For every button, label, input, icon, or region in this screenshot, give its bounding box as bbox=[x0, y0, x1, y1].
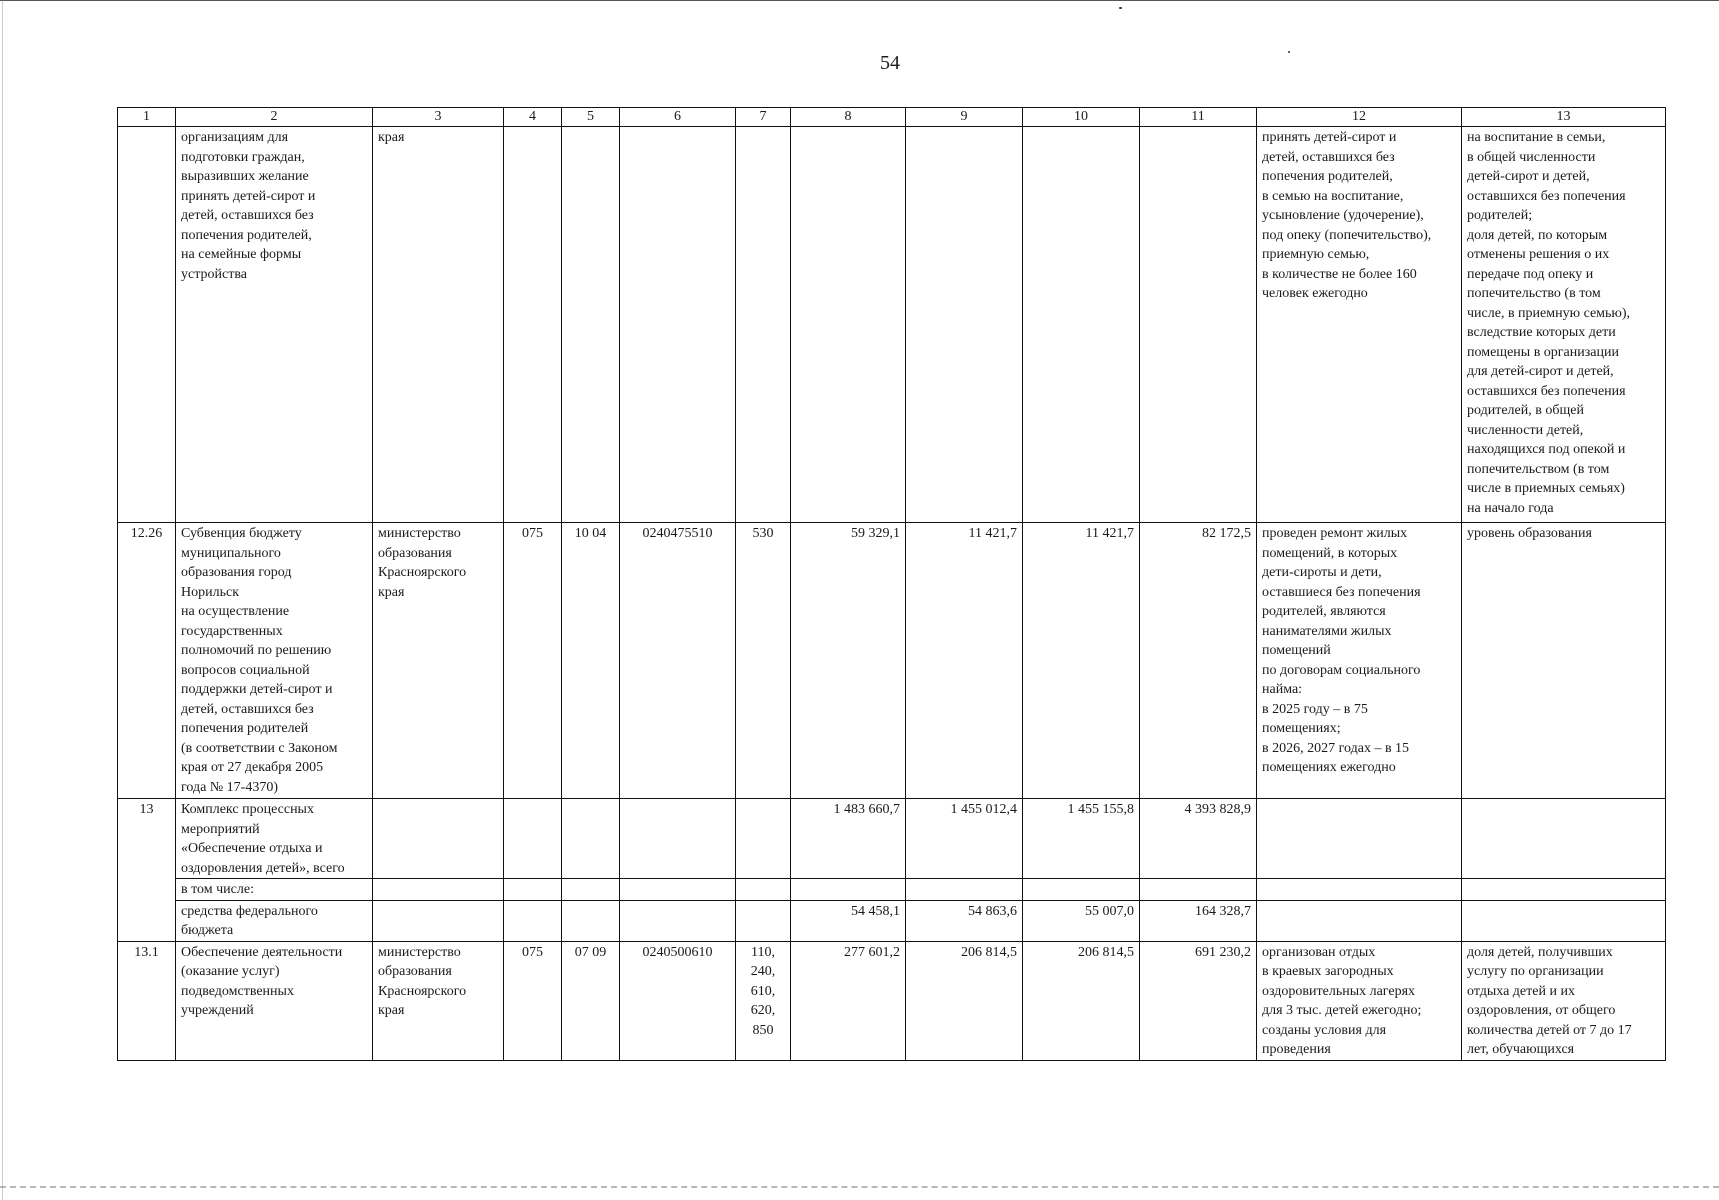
cell-indicator bbox=[1462, 900, 1666, 941]
cell-target bbox=[620, 127, 736, 523]
cell-expense-type bbox=[736, 127, 791, 523]
table-row-13-1 bbox=[118, 941, 1666, 1060]
cell-amount bbox=[906, 127, 1023, 523]
column-number: 7 bbox=[736, 108, 791, 127]
cell-amount: 206 814,5 bbox=[1023, 941, 1140, 1060]
cell-index: 12.26 bbox=[118, 523, 176, 799]
table-row-13-including bbox=[118, 879, 1666, 901]
cell-amount-total: 4 393 828,9 bbox=[1140, 799, 1257, 879]
cell-agency bbox=[373, 900, 504, 941]
column-number: 3 bbox=[373, 108, 504, 127]
cell-amount-total: 82 172,5 bbox=[1140, 523, 1257, 799]
cell-amount: 11 421,7 bbox=[906, 523, 1023, 799]
column-number: 11 bbox=[1140, 108, 1257, 127]
cell-index bbox=[118, 879, 176, 901]
cell-amount bbox=[1023, 127, 1140, 523]
cell-expense-type bbox=[736, 799, 791, 879]
column-number: 1 bbox=[118, 108, 176, 127]
cell-indicator bbox=[1462, 879, 1666, 901]
cell-index bbox=[118, 900, 176, 941]
cell-target: 0240500610 bbox=[620, 941, 736, 1060]
table-row-12-26 bbox=[118, 523, 1666, 799]
cell-section: 10 04 bbox=[562, 523, 620, 799]
cell-amount: 11 421,7 bbox=[1023, 523, 1140, 799]
cell-agency bbox=[373, 879, 504, 901]
cell-amount-total: 164 328,7 bbox=[1140, 900, 1257, 941]
column-number: 13 bbox=[1462, 108, 1666, 127]
cell-result: организован отдых в краевых загородных оздоровительных лагерях для 3 тыс. детей ежегодно; созданы условия для проведения bbox=[1257, 941, 1462, 1060]
cell-indicator: уровень образования bbox=[1462, 523, 1666, 799]
cell-expense-type: 530 bbox=[736, 523, 791, 799]
cell-amount-total bbox=[1140, 879, 1257, 901]
column-number: 4 bbox=[504, 108, 562, 127]
column-number: 10 bbox=[1023, 108, 1140, 127]
cell-amount: 1 455 155,8 bbox=[1023, 799, 1140, 879]
cell-amount: 1 455 012,4 bbox=[906, 799, 1023, 879]
cell-target: 0240475510 bbox=[620, 523, 736, 799]
cell-agency bbox=[373, 799, 504, 879]
cell-agency: министерство образования Красноярского края bbox=[373, 941, 504, 1060]
page-number: 54 bbox=[880, 52, 900, 74]
cell-index: 13.1 bbox=[118, 941, 176, 1060]
cell-index: 13 bbox=[118, 799, 176, 879]
cell-expense-type: 110, 240, 610, 620, 850 bbox=[736, 941, 791, 1060]
cell-target bbox=[620, 879, 736, 901]
scan-edge-top bbox=[0, 0, 1719, 5]
cell-result bbox=[1257, 900, 1462, 941]
cell-result bbox=[1257, 879, 1462, 901]
cell-code bbox=[504, 127, 562, 523]
cell-section bbox=[562, 127, 620, 523]
cell-result: принять детей-сирот и детей, оставшихся без попечения родителей, в семью на воспитание, усыновление (удочерение), под опеку (попечительство), приемную семью, в количестве не более 160 человек ежегодно bbox=[1257, 127, 1462, 523]
cell-amount: 54 458,1 bbox=[791, 900, 906, 941]
cell-target bbox=[620, 799, 736, 879]
table-row-continued bbox=[118, 127, 1666, 523]
cell-result bbox=[1257, 799, 1462, 879]
cell-amount: 55 007,0 bbox=[1023, 900, 1140, 941]
cell-agency: края bbox=[373, 127, 504, 523]
cell-expense-type bbox=[736, 900, 791, 941]
cell-code bbox=[504, 799, 562, 879]
cell-section bbox=[562, 900, 620, 941]
cell-result: проведен ремонт жилых помещений, в которых дети-сироты и дети, оставшиеся без попечения родителей, являются нанимателями жилых помещений по договорам социального найма: в 2025 году – в 75 помещениях; в 2026, 2027 годах – в 15 помещениях ежегодно bbox=[1257, 523, 1462, 799]
cell-amount-total: 691 230,2 bbox=[1140, 941, 1257, 1060]
cell-expense-type bbox=[736, 879, 791, 901]
cell-description: Субвенция бюджету муниципального образования город Норильск на осуществление государственных полномочий по решению вопросов социальной поддержки детей-сирот и детей, оставшихся без попечения родителей (в соответствии с Законом края от 27 декабря 2005 года № 17-4370) bbox=[176, 523, 373, 799]
cell-amount bbox=[906, 879, 1023, 901]
budget-table bbox=[117, 107, 1666, 1061]
cell-amount: 54 863,6 bbox=[906, 900, 1023, 941]
column-number: 9 bbox=[906, 108, 1023, 127]
cell-amount: 59 329,1 bbox=[791, 523, 906, 799]
column-number: 12 bbox=[1257, 108, 1462, 127]
cell-description: организациям для подготовки граждан, выразивших желание принять детей-сирот и детей, оставшихся без попечения родителей, на семейные формы устройства bbox=[176, 127, 373, 523]
cell-description: средства федерального бюджета bbox=[176, 900, 373, 941]
cell-indicator bbox=[1462, 799, 1666, 879]
cell-section: 07 09 bbox=[562, 941, 620, 1060]
cell-agency: министерство образования Красноярского края bbox=[373, 523, 504, 799]
cell-section bbox=[562, 879, 620, 901]
column-number-row bbox=[118, 108, 1666, 127]
cell-amount: 1 483 660,7 bbox=[791, 799, 906, 879]
cell-code bbox=[504, 900, 562, 941]
cell-indicator: доля детей, получивших услугу по организации отдыха детей и их оздоровления, от общего количества детей от 7 до 17 лет, обучающихся bbox=[1462, 941, 1666, 1060]
cell-amount: 206 814,5 bbox=[906, 941, 1023, 1060]
cell-section bbox=[562, 799, 620, 879]
cell-amount bbox=[1023, 879, 1140, 901]
cell-amount bbox=[791, 127, 906, 523]
table-row-13-federal bbox=[118, 900, 1666, 941]
cell-description: Комплекс процессных мероприятий «Обеспечение отдыха и оздоровления детей», всего bbox=[176, 799, 373, 879]
column-number: 2 bbox=[176, 108, 373, 127]
cell-indicator: на воспитание в семьи, в общей численности детей-сирот и детей, оставшихся без попечения родителей; доля детей, по которым отменены решения о их передаче под опеку и попечительство (в том числе, в приемную семью), вследствие которых дети помещены в организации для детей-сирот и детей, оставшихся без попечения родителей, в общей численности детей, находящихся под опекой и попечительством (в том числе в приемных семьях) на начало года bbox=[1462, 127, 1666, 523]
scan-speck bbox=[1119, 7, 1122, 9]
cell-code: 075 bbox=[504, 523, 562, 799]
table-row-13 bbox=[118, 799, 1666, 879]
column-number: 5 bbox=[562, 108, 620, 127]
cell-description: Обеспечение деятельности (оказание услуг) подведомственных учреждений bbox=[176, 941, 373, 1060]
cell-code: 075 bbox=[504, 941, 562, 1060]
column-number: 6 bbox=[620, 108, 736, 127]
cell-description: в том числе: bbox=[176, 879, 373, 901]
cell-target bbox=[620, 900, 736, 941]
cell-code bbox=[504, 879, 562, 901]
cell-amount-total bbox=[1140, 127, 1257, 523]
cell-amount bbox=[791, 879, 906, 901]
column-number: 8 bbox=[791, 108, 906, 127]
scan-edge-bottom bbox=[0, 1186, 1719, 1188]
scan-edge-left bbox=[2, 0, 3, 1200]
cell-index bbox=[118, 127, 176, 523]
cell-amount: 277 601,2 bbox=[791, 941, 906, 1060]
